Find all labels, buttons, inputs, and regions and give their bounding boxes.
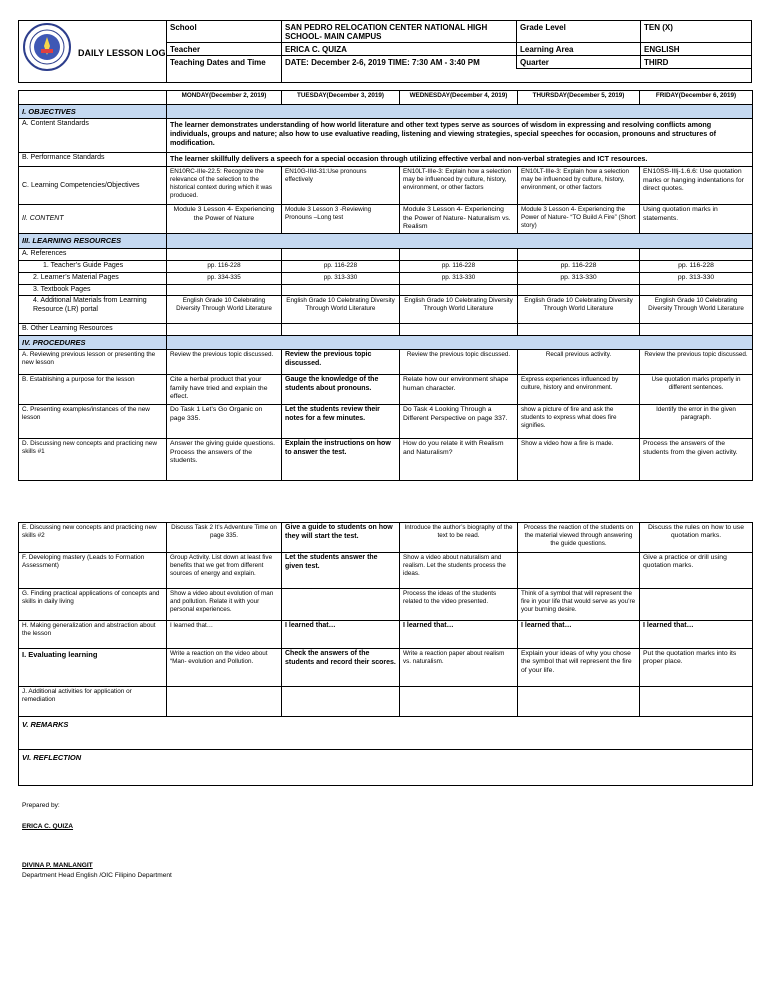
procedure-cell: Relate how our environment shape human character.	[400, 375, 518, 405]
procedure-cell: Show a video about naturalism and realism. Let the students process the ideas.	[400, 553, 518, 589]
procedure-cell: Write a reaction on the video about “Man- evolution and Pollution.	[167, 649, 282, 687]
reflection-label: VI. REFLECTION	[19, 750, 753, 786]
procedure-cell: Review the previous topic discussed.	[167, 350, 282, 375]
procedure-cell: Give a practice or drill using quotation marks.	[640, 553, 753, 589]
lesson-table-top	[18, 90, 753, 481]
procedure-cell	[282, 687, 400, 717]
preparer-name: ERICA C. QUIZA	[22, 823, 74, 830]
quarter-label: Quarter	[516, 56, 640, 69]
competency-cell: EN10RC-IIIe-22.5: Recognize the relevance of the selection to the historical context during which it was produced.	[167, 167, 282, 205]
teacher-value: ERICA C. QUIZA	[281, 43, 516, 56]
performance-standards-value: The learner skillfully delivers a speech for a special occasion through utilizing effective verbal and non-verbal strategies and ICT resources.	[167, 153, 753, 167]
procedure-cell: I learned that…	[282, 621, 400, 649]
procedure-cell: Give a guide to students on how they will start the test.	[282, 523, 400, 553]
competency-cell: EN10LT-IIIe-3: Explain how a selection may be influenced by culture, history, environment, or other factors	[518, 167, 640, 205]
content-cell: Module 3 Lesson 3 -Reviewing Pronouns –Long test	[282, 205, 400, 234]
resources-heading: III. LEARNING RESOURCES	[19, 234, 167, 248]
deped-seal-icon	[22, 22, 72, 72]
day-header: THURSDAY(December 5, 2019)	[518, 91, 640, 105]
procedure-label: F. Developing mastery (Leads to Formation Assessment)	[19, 553, 167, 589]
procedure-cell: Identify the error in the given paragraph.	[640, 405, 753, 439]
procedure-cell: Let the students review their notes for a few minutes.	[282, 405, 400, 439]
procedure-label: I. Evaluating learning	[19, 649, 167, 687]
competency-cell: EN10SS-IIIj-1.6.6: Use quotation marks or hanging indentations for direct quotes.	[640, 167, 753, 205]
procedure-label: D. Discussing new concepts and practicing new skills #1	[19, 439, 167, 481]
procedure-cell	[400, 687, 518, 717]
procedure-cell: Recall previous activity.	[518, 350, 640, 375]
textbook-label: 3. Textbook Pages	[19, 284, 167, 296]
procedure-label: J. Additional activities for application or remediation	[19, 687, 167, 717]
content-cell: Using quotation marks in statements.	[640, 205, 753, 234]
area-label: Learning Area	[516, 43, 640, 56]
procedure-cell: Use quotation marks properly in different sentences.	[640, 375, 753, 405]
lm-cell: pp. 313-330	[518, 272, 640, 284]
tg-cell: pp. 116-228	[518, 260, 640, 272]
procedure-cell: Review the previous topic discussed.	[640, 350, 753, 375]
procedure-cell: Review the previous topic discussed.	[400, 350, 518, 375]
day-header: WEDNESDAY(December 4, 2019)	[400, 91, 518, 105]
tg-cell: pp. 116-228	[167, 260, 282, 272]
procedure-cell: Process the reaction of the students on the material viewed through answering the guide questions.	[518, 523, 640, 553]
procedure-cell: Explain the instructions on how to answer the test.	[282, 439, 400, 481]
performance-standards-label: B. Performance Standards	[19, 153, 167, 167]
procedure-cell: Think of a symbol that will represent the fire in your life that would serve as you’re your burning desire.	[518, 589, 640, 621]
procedure-cell: Discuss Task 2 It’s Adventure Time on page 335.	[167, 523, 282, 553]
tg-cell: pp. 116-228	[640, 260, 753, 272]
area-value: ENGLISH	[640, 43, 751, 56]
procedure-cell: Discuss the rules on how to use quotation marks.	[640, 523, 753, 553]
day-header: MONDAY(December 2, 2019)	[167, 91, 282, 105]
dates-value: DATE: December 2-6, 2019 TIME: 7:30 AM - 3:40 PM	[281, 56, 516, 82]
grade-label: Grade Level	[516, 21, 640, 43]
procedure-cell: Answer the giving guide questions. Process the answers of the students.	[167, 439, 282, 481]
procedure-label: G. Finding practical applications of concepts and skills in daily living	[19, 589, 167, 621]
school-value: SAN PEDRO RELOCATION CENTER NATIONAL HIGH SCHOOL- MAIN CAMPUS	[281, 21, 516, 43]
grade-value: TEN (X)	[640, 21, 751, 43]
procedure-cell: Let the students answer the given test.	[282, 553, 400, 589]
tg-cell: pp. 116-228	[400, 260, 518, 272]
log-title: DAILY LESSON LOG	[78, 48, 166, 58]
other-resources-label: B. Other Learning Resources	[19, 324, 167, 336]
procedure-label: E. Discussing new concepts and practicing new skills #2	[19, 523, 167, 553]
content-cell: Module 3 Lesson 4- Experiencing the Power of Nature- “TO Build A Fire” (Short story)	[518, 205, 640, 234]
procedures-heading: IV. PROCEDURES	[19, 336, 167, 350]
lm-cell: pp. 334-335	[167, 272, 282, 284]
procedure-cell: Express experiences influenced by culture, history and environment.	[518, 375, 640, 405]
procedure-cell: Explain your ideas of why you chose the symbol that will represent the fire of your life.	[518, 649, 640, 687]
am-cell: English Grade 10 Celebrating Diversity Through World Literature	[167, 296, 282, 324]
procedure-cell: Do Task 4 Looking Through a Different Perspective on page 337.	[400, 405, 518, 439]
quarter-value: THIRD	[640, 56, 751, 69]
objectives-heading: I. OBJECTIVES	[19, 105, 167, 119]
procedure-cell: How do you relate it with Realism and Naturalism?	[400, 439, 518, 481]
procedure-cell: Review the previous topic discussed.	[282, 350, 400, 375]
procedure-cell: Process the answers of the students from the given activity.	[640, 439, 753, 481]
procedure-cell: I learned that…	[518, 621, 640, 649]
lm-cell: pp. 313-330	[282, 272, 400, 284]
procedure-cell	[167, 687, 282, 717]
prepared-by-label: Prepared by:	[22, 802, 60, 809]
corner-cell	[19, 91, 167, 105]
am-cell: English Grade 10 Celebrating Diversity Through World Literature	[282, 296, 400, 324]
department-head-name: DIVINA P. MANLANGIT	[22, 862, 93, 869]
procedure-cell: Do Task 1 Let’s Go Organic on page 335.	[167, 405, 282, 439]
procedure-cell: Cite a herbal product that your family have tried and explain the effect.	[167, 375, 282, 405]
procedure-cell	[282, 589, 400, 621]
procedure-cell: Process the ideas of the students related to the video presented.	[400, 589, 518, 621]
procedure-label: H. Making generalization and abstraction about the lesson	[19, 621, 167, 649]
procedure-cell: Write a reaction paper about realism vs. naturalism.	[400, 649, 518, 687]
lm-cell: pp. 313-330	[640, 272, 753, 284]
content-label: II. CONTENT	[19, 205, 167, 234]
procedure-label: B. Establishing a purpose for the lesson	[19, 375, 167, 405]
lm-cell: pp. 313-330	[400, 272, 518, 284]
day-header: FRIDAY(December 6, 2019)	[640, 91, 753, 105]
am-cell: English Grade 10 Celebrating Diversity Through World Literature	[518, 296, 640, 324]
content-standards-label: A. Content Standards	[19, 119, 167, 153]
procedure-cell	[640, 687, 753, 717]
procedure-label: C. Presenting examples/instances of the new lesson	[19, 405, 167, 439]
competency-cell: EN10LT-IIIe-3: Explain how a selection may be influenced by culture, history, environment, or other factors	[400, 167, 518, 205]
teacher-label: Teacher	[166, 43, 281, 56]
lm-label: 2. Learner’s Material Pages	[19, 272, 167, 284]
procedure-cell	[518, 553, 640, 589]
procedure-cell	[640, 589, 753, 621]
procedure-cell: I learned that…	[400, 621, 518, 649]
procedure-cell: Show a video about evolution of man and pollution. Relate it with your personal experiences.	[167, 589, 282, 621]
competencies-label: C. Learning Competencies/Objectives	[19, 167, 167, 205]
procedure-cell: Introduce the author’s biography of the text to be read.	[400, 523, 518, 553]
content-standards-value: The learner demonstrates understanding of how world literature and other text types serve as sources of wisdom in expressing and resolving conflicts among individuals, groups and nature; also how to use evaluative reading, listening and viewing strategies, special speeches for occasion, pronouns and structures of modification.	[167, 119, 753, 153]
dates-label: Teaching Dates and Time	[166, 56, 281, 82]
school-label: School	[166, 21, 281, 43]
additional-materials-label: 4. Additional Materials from Learning Resource (LR) portal	[19, 296, 167, 324]
content-cell: Module 3 Lesson 4- Experiencing the Power of Nature	[167, 205, 282, 234]
procedure-label: A. Reviewing previous lesson or presenting the new lesson	[19, 350, 167, 375]
department-head-title: Department Head English /OIC Filipino Department	[22, 872, 172, 879]
content-cell: Module 3 Lesson 4- Experiencing the Power of Nature- Naturalism vs. Realism	[400, 205, 518, 234]
am-cell: English Grade 10 Celebrating Diversity Through World Literature	[400, 296, 518, 324]
lesson-table-bottom	[18, 522, 753, 786]
procedure-cell: Put the quotation marks into its proper place.	[640, 649, 753, 687]
remarks-label: V. REMARKS	[19, 717, 753, 750]
procedure-cell: I learned that…	[640, 621, 753, 649]
references-label: A. References	[19, 248, 167, 260]
procedure-cell: Gauge the knowledge of the students about pronouns.	[282, 375, 400, 405]
procedure-cell: Group Activity. List down at least five benefits that we get from different sources of energy and explain.	[167, 553, 282, 589]
procedure-cell: I learned that…	[167, 621, 282, 649]
procedure-cell	[518, 687, 640, 717]
tg-cell: pp. 116-228	[282, 260, 400, 272]
procedure-cell: Show a video how a fire is made.	[518, 439, 640, 481]
am-cell: English Grade 10 Celebrating Diversity Through World Literature	[640, 296, 753, 324]
procedure-cell: Check the answers of the students and record their scores.	[282, 649, 400, 687]
procedure-cell: show a picture of fire and ask the students to express what does fire signifies.	[518, 405, 640, 439]
competency-cell: EN10G-IIId-31:Use pronouns effectively	[282, 167, 400, 205]
day-header: TUESDAY(December 3, 2019)	[282, 91, 400, 105]
tg-label: 1. Teacher’s Guide Pages	[19, 260, 167, 272]
